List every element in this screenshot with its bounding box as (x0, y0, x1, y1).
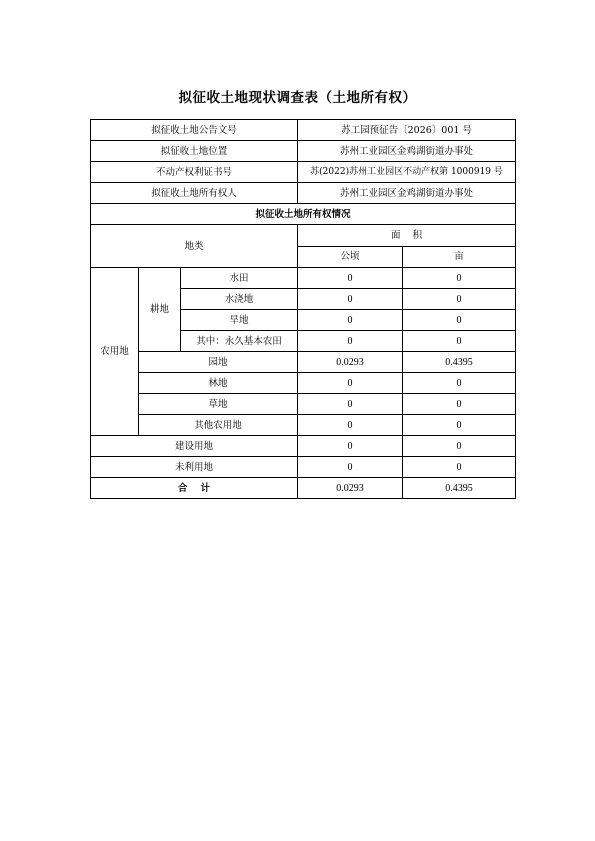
row-mu: 0 (403, 268, 516, 289)
row-hectare: 0 (298, 268, 403, 289)
info-row-location (91, 141, 516, 162)
table-row (91, 373, 516, 394)
info-label: 拟征收土地位置 (91, 141, 298, 162)
section-title: 拟征收土地所有权情况 (91, 204, 516, 225)
row-name: 水浇地 (181, 289, 298, 310)
table-row (91, 268, 516, 289)
row-hectare: 0 (298, 457, 403, 478)
table-row (91, 436, 516, 457)
row-name: 旱地 (181, 310, 298, 331)
survey-table (90, 119, 516, 499)
info-label: 不动产权利证书号 (91, 162, 298, 183)
row-mu: 0 (403, 310, 516, 331)
page-title: 拟征收土地现状调查表（土地所有权） (178, 90, 417, 106)
row-mu: 0 (403, 331, 516, 352)
group-agricultural-land: 农用地 (91, 268, 139, 436)
row-mu: 0 (403, 457, 516, 478)
row-name: 其他农用地 (139, 415, 298, 436)
info-value: 苏工园预征告〔2026〕001 号 (298, 120, 516, 141)
info-row-owner (91, 183, 516, 204)
row-name: 水田 (181, 268, 298, 289)
info-value: 苏(2022)苏州工业园区不动产权第 1000919 号 (298, 162, 516, 183)
row-mu: 0 (403, 436, 516, 457)
info-label: 拟征收土地公告文号 (91, 120, 298, 141)
total-hectare: 0.0293 (298, 478, 403, 499)
table-row (91, 394, 516, 415)
table-row (91, 352, 516, 373)
row-mu: 0 (403, 394, 516, 415)
row-hectare: 0 (298, 394, 403, 415)
row-hectare: 0 (298, 436, 403, 457)
row-hectare: 0 (298, 289, 403, 310)
header-hectare: 公顷 (298, 246, 403, 268)
row-hectare: 0.0293 (298, 352, 403, 373)
row-hectare: 0 (298, 415, 403, 436)
table-row (91, 415, 516, 436)
row-name: 林地 (139, 373, 298, 394)
row-name: 草地 (139, 394, 298, 415)
total-row (91, 478, 516, 499)
row-mu: 0 (403, 373, 516, 394)
row-mu: 0.4395 (403, 352, 516, 373)
info-value: 苏州工业园区金鸡湖街道办事处 (298, 141, 516, 162)
total-mu: 0.4395 (403, 478, 516, 499)
group-arable-land: 耕地 (139, 268, 181, 352)
row-mu: 0 (403, 415, 516, 436)
row-mu: 0 (403, 289, 516, 310)
info-label: 拟征收土地所有权人 (91, 183, 298, 204)
header-land-type: 地类 (91, 225, 298, 268)
row-name: 园地 (139, 352, 298, 373)
row-hectare: 0 (298, 310, 403, 331)
info-row-announcement (91, 120, 516, 141)
row-name: 建设用地 (91, 436, 298, 457)
section-title-row (91, 204, 516, 225)
header-mu: 亩 (403, 246, 516, 268)
header-row-1 (91, 225, 516, 247)
total-label: 合 计 (91, 478, 298, 499)
row-name: 其中：永久基本农田 (181, 331, 298, 352)
row-name: 未利用地 (91, 457, 298, 478)
info-value: 苏州工业园区金鸡湖街道办事处 (298, 183, 516, 204)
row-hectare: 0 (298, 331, 403, 352)
row-hectare: 0 (298, 373, 403, 394)
header-area: 面 积 (298, 225, 516, 247)
table-row (91, 457, 516, 478)
info-row-certificate (91, 162, 516, 183)
